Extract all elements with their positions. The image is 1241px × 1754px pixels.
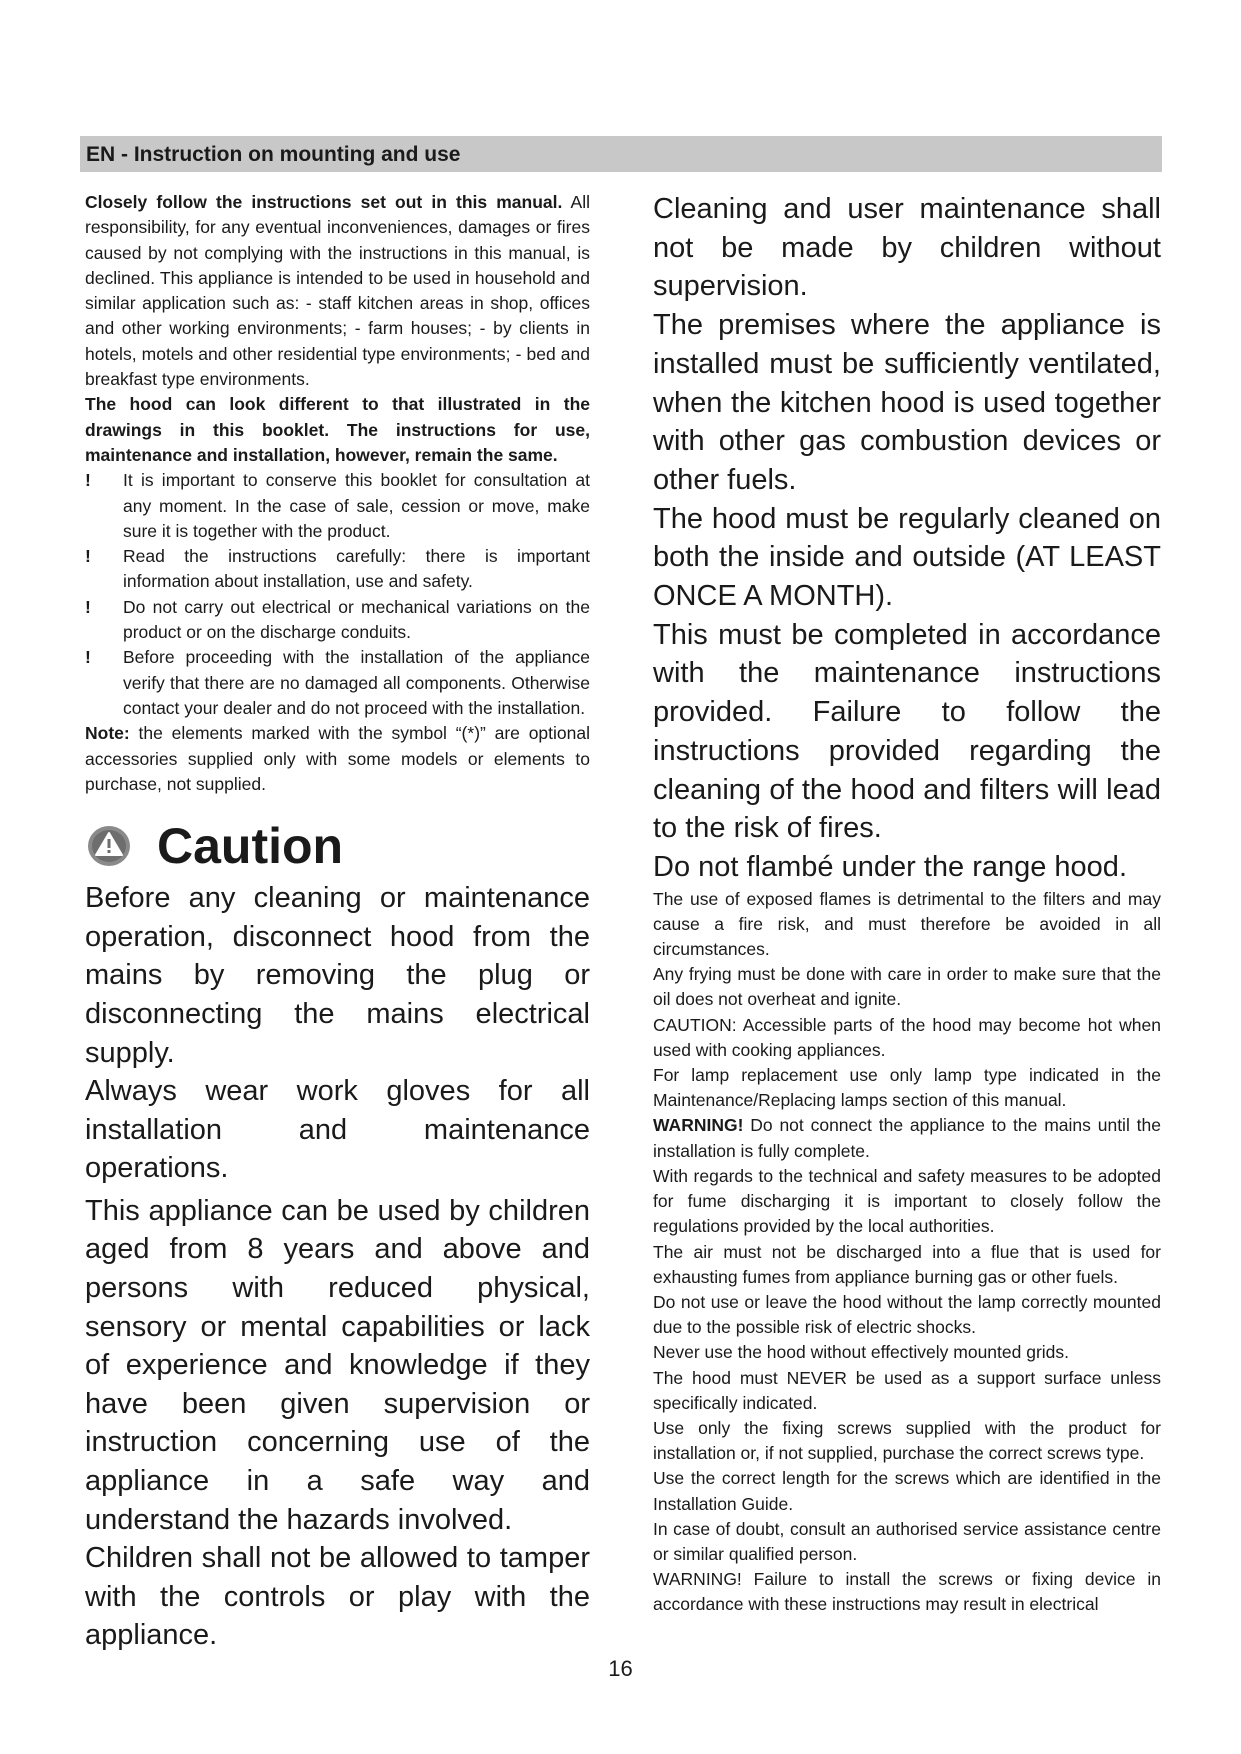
instructions-paragraph: This must be completed in accordance with the maintenance instructions provided. Failure to follow the instructions provided regarding the cleaning of the hood and filters will lead to the risk of fires.	[653, 618, 1161, 845]
bullet-text: Read the instructions carefully: there is important information about installation, use and safety.	[123, 546, 590, 592]
safety-paragraph: The use of exposed flames is detrimental to the filters and may cause a fire risk, and must therefore be avoided in all circumstances.	[653, 888, 1161, 960]
note-paragraph	[85, 721, 590, 797]
maintenance-paragraph: Cleaning and user maintenance shall not be made by children without supervision.	[653, 193, 1161, 303]
warning-icon	[87, 824, 131, 868]
safety-paragraph: WARNING! Failure to install the screws or fixing device in accordance with these instructions may result in electrical	[653, 1569, 1161, 1615]
safety-paragraph: Do not use or leave the hood without the lamp correctly mounted due to the possible risk of electric shocks.	[653, 1291, 1161, 1338]
intro-paragraph	[85, 190, 590, 392]
ventilation-paragraph: The premises where the appliance is installed must be sufficiently ventilated, when the kitchen hood is used together with other gas combustion devices or other fuels.	[653, 309, 1161, 496]
safety-paragraph: The hood must NEVER be used as a support surface unless specifically indicated.	[653, 1367, 1161, 1413]
exclamation-mark: !	[85, 546, 91, 567]
caution-paragraph: Before any cleaning or maintenance operation, disconnect hood from the mains by removing the plug or disconnecting the mains electrical supply.	[85, 882, 590, 1069]
bullet-text: Do not carry out electrical or mechanical variations on the product or on the discharge conduits.	[123, 596, 590, 643]
exclamation-mark: !	[85, 596, 91, 617]
safety-paragraph: Use only the fixing screws supplied with the product for installation or, if not supplied, purchase the correct screws type.	[653, 1417, 1161, 1464]
warning-paragraph	[653, 1113, 1161, 1163]
bullet-text: It is important to conserve this booklet for consultation at any moment. In the case of sale, cession or move, make sure it is together with the product.	[123, 470, 590, 541]
caution-paragraph: Children shall not be allowed to tamper with the controls or play with the appliance.	[85, 1542, 590, 1652]
safety-paragraph: With regards to the technical and safety measures to be adopted for fume discharging it is important to closely follow the regulations provided by the local authorities.	[653, 1165, 1161, 1237]
safety-paragraph: In case of doubt, consult an authorised service assistance centre or similar qualified person.	[653, 1518, 1161, 1564]
caution-paragraph: Always wear work gloves for all installation and maintenance operations.	[85, 1075, 590, 1185]
bullet-text: Before proceeding with the installation of the appliance verify that there are no damaged all components. Otherwise contact your dealer and do not proceed with the installation.	[123, 647, 590, 718]
safety-paragraph: CAUTION: Accessible parts of the hood may become hot when used with cooking appliances.	[653, 1014, 1161, 1060]
page-number: 16	[608, 1656, 633, 1681]
intro-bold-text: Closely follow the instructions set out in this manual.	[85, 192, 563, 212]
note-text: the elements marked with the symbol “(*)” are optional accessories supplied only with some models or elements to purchase, not supplied.	[85, 723, 590, 794]
bullet-item	[85, 645, 590, 721]
warning-label: WARNING!	[653, 1115, 744, 1136]
flambe-paragraph: Do not flambé under the range hood.	[653, 850, 1127, 883]
bullet-item	[85, 544, 590, 595]
bullet-item	[85, 595, 590, 646]
safety-paragraph: Never use the hood without effectively mounted grids.	[653, 1342, 1070, 1363]
caution-paragraph: This appliance can be used by children aged from 8 years and above and persons with reduced physical, sensory or mental capabilities or lack of experience and knowledge if they have been given supervision or instruction concerning use of the appliance in a safe way and understand the hazards involved.	[85, 1194, 590, 1536]
exclamation-mark: !	[85, 470, 91, 491]
caution-title: Caution	[157, 818, 344, 875]
cleaning-paragraph: The hood must be regularly cleaned on both the inside and outside (AT LEAST ONCE A MONTH).	[653, 502, 1161, 613]
section-title: EN - Instruction on mounting and use	[86, 143, 461, 166]
exclamation-mark: !	[85, 647, 91, 668]
caution-heading	[85, 813, 590, 879]
safety-paragraph: Any frying must be done with care in order to make sure that the oil does not overheat and ignite.	[653, 964, 1161, 1010]
section-header-bar	[80, 136, 1162, 172]
safety-paragraph: Use the correct length for the screws which are identified in the Installation Guide.	[653, 1468, 1161, 1514]
warning-text: Do not connect the appliance to the mains until the installation is fully complete.	[653, 1115, 1161, 1161]
safety-paragraph: For lamp replacement use only lamp type indicated in the Maintenance/Replacing lamps section of this manual.	[653, 1065, 1161, 1111]
intro-text: All responsibility, for any eventual inconveniences, damages or fires caused by not complying with the instructions in this manual, is declined. This appliance is intended to be used in household and similar application such as: - staff kitchen areas in shop, offices and other working environments; - farm houses; - by clients in hotels, motels and other residential type environments; - bed and breakfast type environments.	[85, 192, 590, 390]
drawings-note-paragraph: The hood can look different to that illustrated in the drawings in this booklet. The instructions for use, maintenance and installation, however, remain the same.	[85, 394, 590, 465]
safety-paragraph: The air must not be discharged into a flue that is used for exhausting fumes from appliance burning gas or other fuels.	[653, 1241, 1161, 1287]
note-label: Note:	[85, 723, 130, 744]
left-column	[85, 190, 590, 1655]
bullet-item	[85, 468, 590, 544]
right-column	[653, 190, 1161, 1618]
